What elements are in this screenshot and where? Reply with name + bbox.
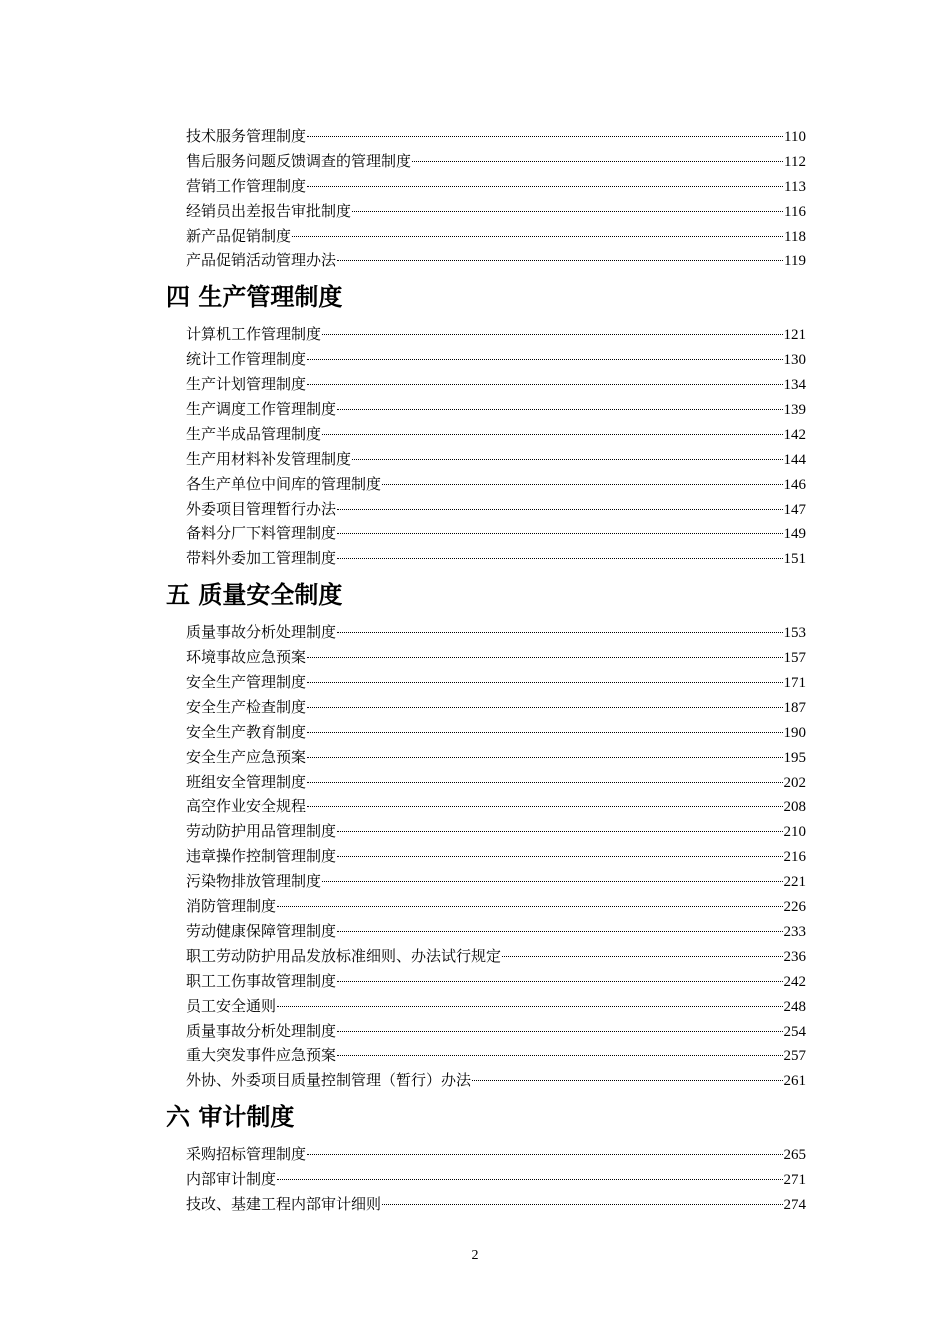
toc-entry[interactable]: [186, 1167, 806, 1192]
dot-leader: [307, 383, 782, 385]
toc-entry-title: 售后服务问题反馈调查的管理制度: [186, 151, 412, 170]
toc-entry[interactable]: [186, 894, 806, 919]
toc-entry-title: 带料外委加工管理制度: [186, 549, 337, 568]
toc-entry[interactable]: [186, 794, 806, 819]
dot-leader: [337, 259, 783, 261]
toc-entry-page-number: 121: [783, 327, 806, 344]
dot-leader: [307, 656, 782, 658]
toc-entry-page-number: 147: [783, 501, 806, 518]
toc-entry[interactable]: [186, 819, 806, 844]
toc-entry[interactable]: [186, 745, 806, 770]
section-heading: 四 生产管理制度: [166, 283, 343, 312]
toc-entry-title: 生产调度工作管理制度: [186, 400, 337, 419]
toc-entry[interactable]: [186, 372, 806, 397]
toc-entry-page-number: 149: [783, 526, 806, 543]
toc-entry-title: 职工工伤事故管理制度: [186, 971, 337, 990]
dot-leader: [322, 880, 782, 882]
toc-entry[interactable]: [186, 944, 806, 969]
toc-entry-title: 违章操作控制管理制度: [186, 847, 337, 866]
toc-entry-page-number: 139: [783, 402, 806, 419]
dot-leader: [307, 805, 782, 807]
toc-entry[interactable]: [186, 869, 806, 894]
toc-entry-title: 生产半成品管理制度: [186, 424, 322, 443]
dot-leader: [337, 930, 782, 932]
toc-entry-title: 统计工作管理制度: [186, 350, 307, 369]
toc-entry[interactable]: [186, 994, 806, 1019]
dot-leader: [337, 557, 782, 559]
toc-entry[interactable]: [186, 1142, 806, 1167]
toc-entry[interactable]: [186, 472, 806, 497]
toc-entry-title: 高空作业安全规程: [186, 797, 307, 816]
toc-entry-title: 生产用材料补发管理制度: [186, 449, 352, 468]
toc-entry-title: 重大突发事件应急预案: [186, 1046, 337, 1065]
toc-entry-page-number: 242: [783, 973, 806, 990]
toc-entry-title: 消防管理制度: [186, 897, 277, 916]
dot-leader: [337, 855, 782, 857]
toc-entry-title: 各生产单位中间库的管理制度: [186, 474, 382, 493]
dot-leader: [412, 160, 783, 162]
dot-leader: [337, 1030, 782, 1032]
section-heading: 五 质量安全制度: [166, 581, 343, 610]
toc-entry-title: 营销工作管理制度: [186, 176, 307, 195]
dot-leader: [337, 1054, 782, 1056]
toc-entry[interactable]: [186, 174, 806, 199]
section-heading: 六 审计制度: [166, 1103, 295, 1132]
dot-leader: [307, 781, 782, 783]
toc-entry-page-number: 254: [783, 1023, 806, 1040]
table-of-contents: [166, 124, 806, 1217]
dot-leader: [337, 408, 782, 410]
toc-entry-title: 污染物排放管理制度: [186, 872, 322, 891]
toc-entry-page-number: 261: [783, 1073, 806, 1090]
toc-entry-title: 员工安全通则: [186, 996, 277, 1015]
toc-entry[interactable]: [186, 919, 806, 944]
dot-leader: [322, 433, 782, 435]
toc-entry[interactable]: [186, 695, 806, 720]
toc-entry-page-number: 151: [783, 551, 806, 568]
dot-leader: [307, 185, 783, 187]
dot-leader: [382, 1203, 782, 1205]
toc-entry-title: 生产计划管理制度: [186, 375, 307, 394]
toc-entry-page-number: 153: [783, 625, 806, 642]
toc-entry-page-number: 144: [783, 451, 806, 468]
dot-leader: [307, 681, 782, 683]
toc-entry[interactable]: [186, 969, 806, 994]
dot-leader: [307, 706, 782, 708]
toc-entry-title: 质量事故分析处理制度: [186, 1021, 337, 1040]
dot-leader: [352, 210, 783, 212]
dot-leader: [337, 980, 782, 982]
toc-entry-title: 环境事故应急预案: [186, 648, 307, 667]
toc-entry-page-number: 208: [783, 799, 806, 816]
dot-leader: [307, 358, 782, 360]
toc-entry-title: 计算机工作管理制度: [186, 325, 322, 344]
toc-entry-page-number: 130: [783, 352, 806, 369]
toc-entry-page-number: 190: [783, 724, 806, 741]
toc-entry[interactable]: [186, 224, 806, 249]
dot-leader: [337, 830, 782, 832]
dot-leader: [382, 483, 782, 485]
toc-entry[interactable]: [186, 347, 806, 372]
toc-entry-title: 安全生产教育制度: [186, 722, 307, 741]
toc-entry-page-number: 110: [784, 129, 806, 145]
toc-entry-title: 技术服务管理制度: [186, 127, 307, 145]
toc-entry[interactable]: [186, 1019, 806, 1044]
dot-leader: [352, 458, 782, 460]
toc-entry[interactable]: [186, 1043, 806, 1068]
toc-entry-title: 安全生产应急预案: [186, 747, 307, 766]
toc-entry-page-number: 119: [784, 253, 806, 270]
toc-entry-page-number: 271: [783, 1172, 806, 1189]
dot-leader: [337, 631, 782, 633]
toc-entry[interactable]: [186, 645, 806, 670]
toc-entry[interactable]: [186, 720, 806, 745]
toc-entry[interactable]: [186, 149, 806, 174]
toc-entry[interactable]: [186, 1192, 806, 1217]
toc-entry[interactable]: [186, 397, 806, 422]
dot-leader: [337, 508, 782, 510]
toc-entry-page-number: 112: [784, 153, 806, 170]
toc-entry[interactable]: [186, 844, 806, 869]
toc-entry[interactable]: [186, 322, 806, 347]
toc-entry-title: 劳动防护用品管理制度: [186, 822, 337, 841]
dot-leader: [307, 135, 783, 137]
toc-entry-page-number: 221: [783, 874, 806, 891]
toc-entry-page-number: 216: [783, 849, 806, 866]
toc-entry-page-number: 157: [783, 650, 806, 667]
toc-entry[interactable]: [186, 1068, 806, 1093]
toc-entry-title: 外协、外委项目质量控制管理（暂行）办法: [186, 1071, 472, 1090]
dot-leader: [337, 532, 782, 534]
toc-entry[interactable]: [186, 620, 806, 645]
dot-leader: [502, 955, 782, 957]
toc-entry-page-number: 202: [783, 774, 806, 791]
toc-entry[interactable]: [186, 521, 806, 546]
toc-entry-page-number: 274: [783, 1196, 806, 1213]
toc-entry-title: 技改、基建工程内部审计细则: [186, 1194, 382, 1213]
toc-entry-title: 外委项目管理暂行办法: [186, 499, 337, 518]
toc-entry-page-number: 265: [783, 1147, 806, 1164]
toc-entry-page-number: 142: [783, 426, 806, 443]
toc-entry-title: 班组安全管理制度: [186, 772, 307, 791]
dot-leader: [307, 756, 782, 758]
toc-entry-title: 新产品促销制度: [186, 226, 292, 245]
toc-entry-page-number: 171: [783, 675, 806, 692]
toc-entry-page-number: 233: [783, 923, 806, 940]
dot-leader: [307, 1153, 782, 1155]
toc-entry-page-number: 118: [784, 228, 806, 245]
toc-entry-title: 经销员出差报告审批制度: [186, 201, 352, 220]
toc-entry[interactable]: [186, 770, 806, 795]
toc-entry-page-number: 146: [783, 476, 806, 493]
toc-entry[interactable]: [186, 546, 806, 571]
toc-entry-page-number: 195: [783, 749, 806, 766]
toc-entry[interactable]: [186, 497, 806, 522]
toc-entry-page-number: 257: [783, 1048, 806, 1065]
toc-entry-page-number: 226: [783, 899, 806, 916]
toc-entry-page-number: 134: [783, 377, 806, 394]
toc-entry-title: 采购招标管理制度: [186, 1145, 307, 1164]
toc-entry-title: 安全生产管理制度: [186, 673, 307, 692]
toc-entry-page-number: 116: [784, 203, 806, 220]
toc-entry[interactable]: [186, 124, 806, 149]
toc-entry-title: 内部审计制度: [186, 1170, 277, 1189]
dot-leader: [277, 1005, 782, 1007]
toc-entry-page-number: 113: [784, 178, 806, 195]
toc-entry-title: 劳动健康保障管理制度: [186, 921, 337, 940]
toc-entry[interactable]: [186, 447, 806, 472]
dot-leader: [292, 235, 783, 237]
toc-entry-title: 备料分厂下料管理制度: [186, 524, 337, 543]
toc-entry-title: 安全生产检查制度: [186, 697, 307, 716]
toc-entry[interactable]: [186, 422, 806, 447]
toc-entry-title: 质量事故分析处理制度: [186, 623, 337, 642]
toc-entry[interactable]: [186, 199, 806, 224]
toc-entry[interactable]: [186, 248, 806, 273]
toc-entry-page-number: 210: [783, 824, 806, 841]
toc-entry-page-number: 236: [783, 948, 806, 965]
dot-leader: [307, 731, 782, 733]
dot-leader: [277, 905, 782, 907]
dot-leader: [277, 1178, 782, 1180]
toc-entry-page-number: 187: [783, 699, 806, 716]
toc-entry-title: 职工劳动防护用品发放标准细则、办法试行规定: [186, 946, 502, 965]
toc-entry-page-number: 248: [783, 998, 806, 1015]
toc-entry-title: 产品促销活动管理办法: [186, 251, 337, 270]
dot-leader: [472, 1079, 782, 1081]
dot-leader: [322, 333, 782, 335]
toc-entry[interactable]: [186, 670, 806, 695]
footer-page-number: 2: [471, 1248, 479, 1263]
